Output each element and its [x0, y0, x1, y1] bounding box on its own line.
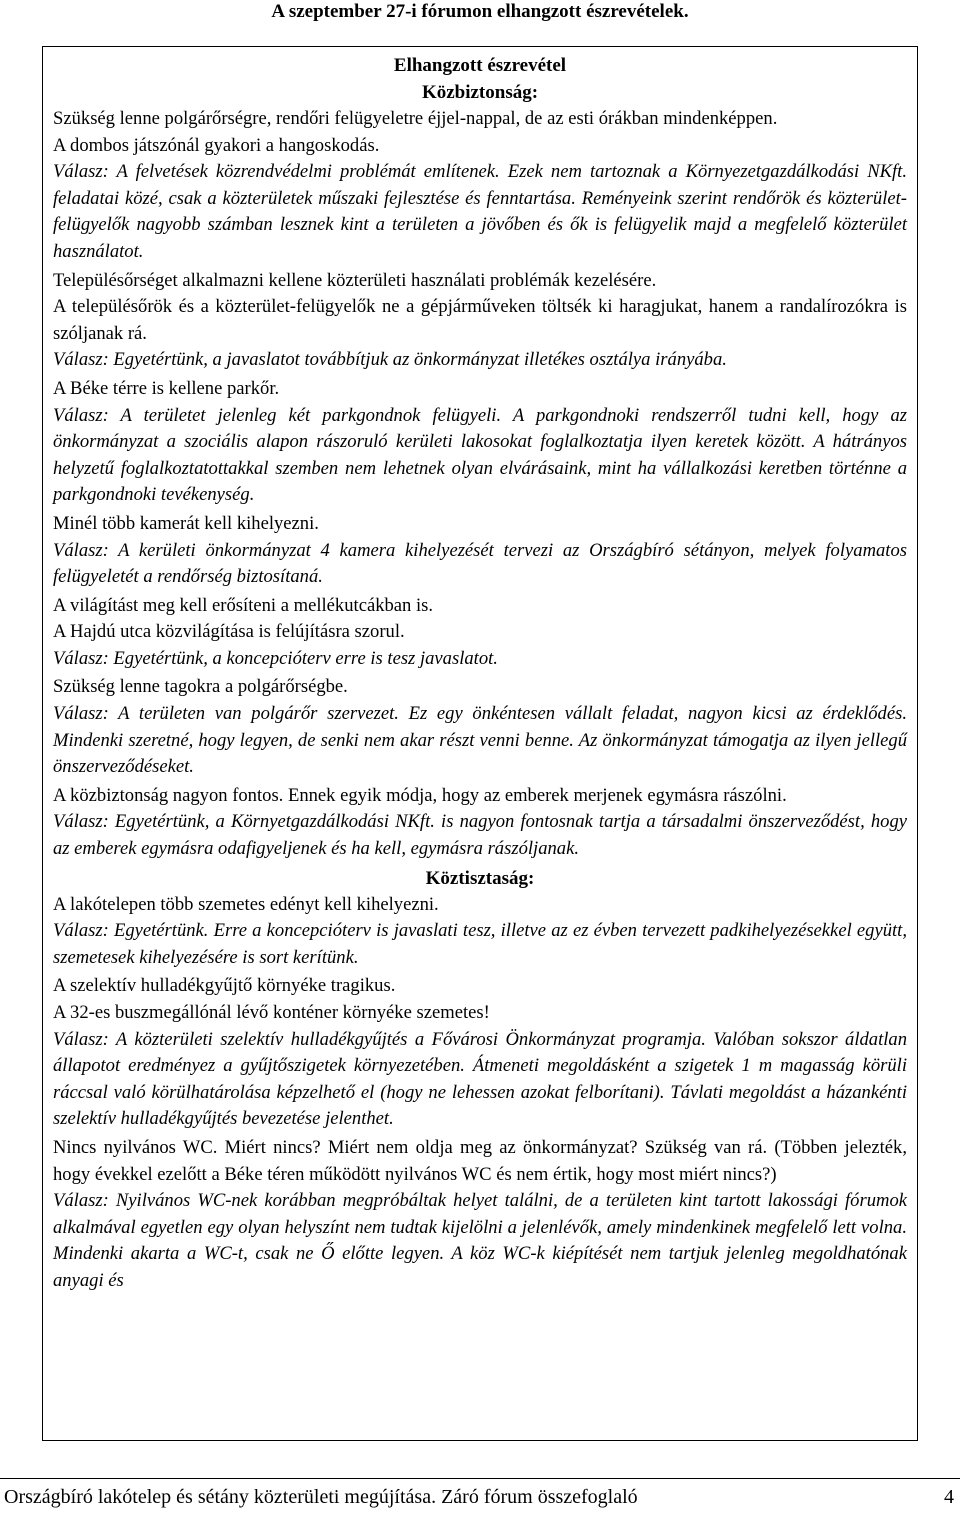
remark-block [53, 783, 907, 863]
page-number: 4 [944, 1486, 954, 1508]
remark-block [53, 674, 907, 780]
response-text: Válasz: A területet jelenleg két parkgondnok felügyeli. A parkgondnoki rendszerről tudni kell, hogy az önkormányzat a szociális alapon rászoruló kerületi lakosokat foglalkoztatja ilyen keretek között. A hátrányos helyzetű foglalkoztatottakkal szemben nem lehetnek olyan elvárásaink, mint ha vállalkozási keretben történne a parkgondnoki tevékenység. [53, 404, 907, 506]
response-text: Válasz: A felvetések közrendvédelmi problémát említenek. Ezek nem tartoznak a Környezetgazdálkodási NKft. feladatai közé, csak a közterületek műszaki fejlesztése és fenntartása. Reményeink szerint rendőrök és közterület-felügyelők nagyobb számban lesznek kint a területen a jövőben és ők is felügyelik majd a megfelelő közterület használatot. [53, 161, 907, 262]
page-title: A szeptember 27-i fórumon elhangzott észrevételek. [271, 1, 689, 22]
response-text: Válasz: Egyetértünk. Erre a koncepcióterv is javaslati tesz, illetve az ez évben tervezett padkihelyezésekkel együtt, szemetesek kihelyezésére is sort kerítünk. [53, 920, 907, 968]
response-text: Válasz: A területen van polgárőr szervezet. Ez egy önkéntesen vállalt feladat, nagyon kicsi az érdeklődés. Mindenki szeretné, hogy legyen, de senki nem akar részt venni benne. Az önkormányzat támogatja az ilyen jellegű önszerveződéseket. [53, 703, 907, 778]
section-heading-kozbiztonsag: Közbiztonság: [421, 82, 539, 103]
section-kozbiztonsag [53, 106, 907, 863]
remark-text: A dombos játszónál gyakori a hangoskodás. [53, 134, 380, 156]
remark-text: A világítást meg kell erősíteni a mellékutcákban is. [53, 594, 434, 616]
footer-title: Országbíró lakótelep és sétány közterületi megújítása. Záró fórum összefoglaló [4, 1486, 638, 1508]
remark-block [53, 268, 907, 374]
remark-text: A 32-es buszmegállónál lévő konténer környéke szemetes! [53, 1002, 490, 1023]
remark-block [53, 106, 907, 266]
remark-text: A lakótelepen több szemetes edényt kell kihelyezni. [53, 893, 439, 915]
remark-block [53, 892, 907, 972]
response-text: Válasz: Nyilvános WC-nek korábban megpróbáltak helyet találni, de a területen kint tartott lakossági fórumok alkalmával egyetlen egy olyan helyszínt nem tudtak kijelölni a jelenlévők, amely mindenkinek megfelelő lett volna. Mindenki akarta a WC-t, csak ne Ő előtte legyen. A köz WC-k kiépítését nem tartjuk jelenleg megoldhatónak anyagi és [53, 1190, 907, 1291]
response-text: Válasz: Egyetértünk, a javaslatot továbbítjuk az önkormányzat illetékes osztálya irányába. [53, 349, 727, 371]
remark-text: A szelektív hulladékgyűjtő környéke tragikus. [53, 975, 396, 997]
footer-divider [0, 1478, 960, 1479]
remark-text: A Béke térre is kellene parkőr. [53, 377, 280, 399]
response-text: Válasz: A kerületi önkormányzat 4 kamera kihelyezését tervezi az Országbíró sétányon, melyek folyamatos felügyeletét a rendőrség biztosítaná. [53, 539, 907, 588]
remark-text: Szükség lenne tagokra a polgárőrségbe. [53, 676, 348, 698]
remark-block [53, 511, 907, 591]
remark-text: Településőrséget alkalmazni kellene közterületi használati problémák kezelésére. [53, 269, 657, 291]
remark-block [53, 1135, 907, 1295]
section-koztisztasag [53, 892, 907, 1295]
response-text: Válasz: A közterületi szelektív hulladékgyűjtés a Fővárosi Önkormányzat programja. Valóban sokszor áldatlan állapotot eredményez a gyűjtőszigetek környezetében. Átmeneti megoldásként a szigetek 1 m magasság körüli ráccsal való körülhatárolása képzelhető el (hogy ne lehessen azokat felborítani). Távlati megoldást a házankénti szelektív hulladékgyűjtés bevezetése jelenthet. [53, 1028, 907, 1130]
section-heading-koztisztasag: Köztisztaság: [425, 867, 535, 889]
response-text: Válasz: Egyetértünk, a Környetgazdálkodási NKft. is nagyon fontosnak tartja a társadalmi önszerveződést, hogy az emberek egymásra odafigyeljenek és ha kell, egymásra rászóljanak. [53, 811, 907, 860]
response-text: Válasz: Egyetértünk, a koncepcióterv erre is tesz javaslatot. [53, 647, 498, 669]
remark-text: Nincs nyilvános WC. Miért nincs? Miért nem oldja meg az önkormányzat? Szükség van rá. (Többen jelezték, hogy évekkel ezelőtt a Béke téren működött nyilvános WC és nem értik, hogy most miért nincs?) [53, 1136, 907, 1185]
remark-text: A Hajdú utca közvilágítása is felújításra szorul. [53, 621, 405, 643]
remark-text: A településőrök és a közterület-felügyelők ne a gépjárműveken töltsék ki haragjukat, hanem a randalírozókra is szóljanak rá. [53, 296, 907, 344]
remarks-table [42, 46, 918, 1441]
remark-block [53, 973, 907, 1133]
remark-text: A közbiztonság nagyon fontos. Ennek egyik módja, hogy az emberek merjenek egymásra rászólni. [53, 784, 787, 806]
remark-block [53, 376, 907, 509]
remark-text: Szükség lenne polgárőrségre, rendőri felügyeletre éjjel-nappal, de az esti órákban mindenképpen. [53, 108, 778, 129]
remark-text: Minél több kamerát kell kihelyezni. [53, 512, 319, 534]
table-header: Elhangzott észrevétel [393, 55, 567, 76]
remark-block [53, 593, 907, 673]
